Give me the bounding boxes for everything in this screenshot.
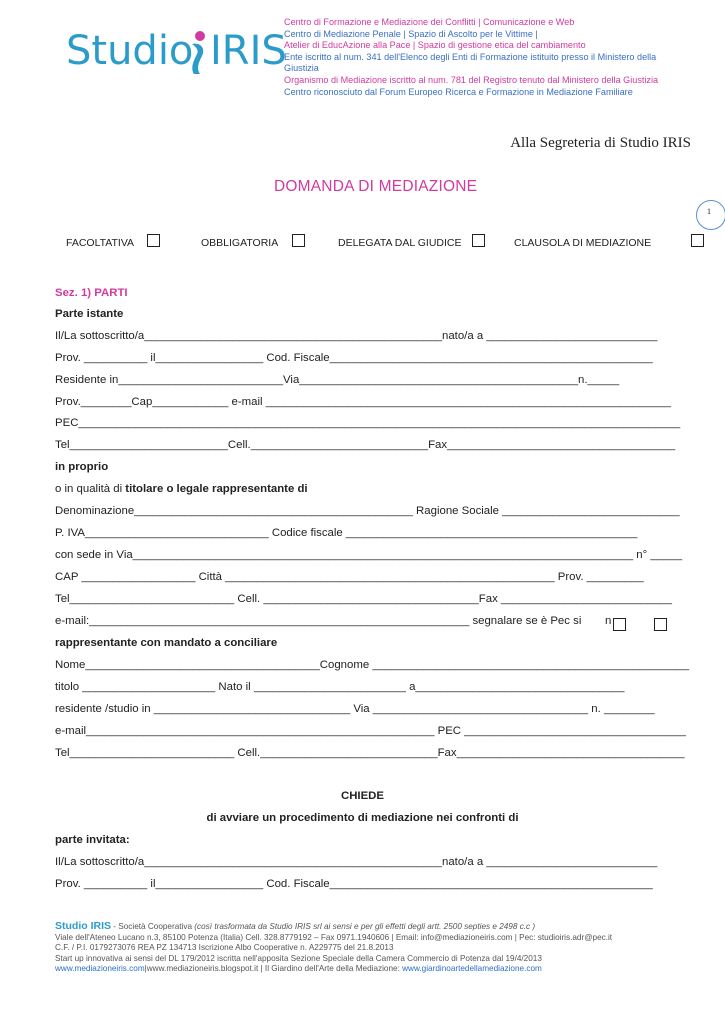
form-line-tel-cell-fax-3[interactable]: Tel__________________________ Cell.____________________________Fax____________________________________: [55, 747, 685, 759]
header-line: Ente iscritto al num. 341 dell'Elenco degli Enti di Formazione istituito presso il Ministero della: [284, 51, 657, 62]
footer-coop: - Società Cooperativa: [111, 922, 195, 931]
page-number: 1: [707, 207, 711, 216]
logo-studio-text: Studio: [66, 28, 194, 74]
header-line: Centro di Formazione e Mediazione dei Conflitti | Comunicazione e Web: [284, 17, 575, 27]
mandato-heading: rappresentante con mandato a conciliare: [55, 637, 278, 649]
footer-line-2: Viale dell'Ateneo Lucano n.3, 85100 Potenza (Italia) Cell. 328.8779192 – Fax 0971.1940606 | Email: info@mediazioneiris.com | Pec: studioiris.adr@pec.it: [55, 932, 613, 942]
mode-facoltativa-checkbox[interactable]: [147, 234, 160, 247]
logo-iris-text: IRIS: [210, 28, 287, 74]
footer-link-site[interactable]: www.mediazioneiris.com: [55, 964, 145, 974]
header-line: Atelier di EducAzione alla Pace | Spazio di gestione etica del cambiamento: [284, 40, 586, 51]
form-line-pec[interactable]: PEC_______________________________________________________________________________________________: [55, 417, 681, 429]
qualita-bold: titolare o legale rappresentante di: [125, 483, 308, 495]
header-line: Centro di Mediazione Penale | Spazio di Ascolto per le Vittime |: [284, 28, 538, 39]
footer: [55, 921, 612, 975]
form-line-residente[interactable]: Residente in__________________________Via____________________________________________n._____: [55, 374, 620, 386]
footer-line-5: [55, 964, 612, 975]
pec-no-checkbox[interactable]: [654, 618, 667, 631]
form-line-denominazione[interactable]: Denominazione____________________________________________ Ragione Sociale ____________________________: [55, 505, 680, 517]
pec-no-label: n: [605, 615, 612, 627]
header-line: Centro riconosciuto dal Forum Europeo Ricerca e Formazione in Mediazione Familiare: [284, 86, 633, 97]
form-line-email-pec[interactable]: e-mail:____________________________________________________________ segnalare se è Pec si: [55, 615, 582, 627]
footer-line-3: C.F. / P.I. 0179273076 REA PZ 134713 Iscrizione Albo Cooperative n. A229775 del 21.8.2013: [55, 943, 394, 953]
in-proprio-label: in proprio: [55, 461, 109, 473]
pec-si-checkbox[interactable]: [613, 618, 626, 631]
mode-clausola-checkbox[interactable]: [691, 234, 704, 247]
form-line-titolo-nato[interactable]: titolo _____________________ Nato il ________________________ a_________________________________: [55, 681, 625, 693]
form-line-prov-codfiscale[interactable]: Prov. __________ il_________________ Cod. Fiscale___________________________________________________: [55, 352, 653, 364]
section-title: Sez. 1) PARTI: [55, 287, 128, 299]
header-line: Giustizia: [284, 63, 319, 74]
mode-clausola-label: CLAUSOLA DI MEDIAZIONE: [514, 237, 652, 249]
form-line-prov-cap-email[interactable]: Prov.________Cap____________ e-mail ________________________________________________________________: [55, 396, 672, 408]
form-line-email-pec-2[interactable]: e-mail_______________________________________________________ PEC ___________________________________: [55, 725, 686, 737]
form-line-piva-codfiscale[interactable]: P. IVA_____________________________ Codice fiscale ______________________________________________: [55, 527, 638, 539]
header-info-lines: [284, 17, 658, 98]
form-line-sottoscritto[interactable]: Il/La sottoscritto/a_______________________________________________nato/a a ___________________________: [55, 330, 658, 342]
parte-istante-heading: Parte istante: [55, 308, 124, 320]
mode-delegata-checkbox[interactable]: [472, 234, 485, 247]
addressee: Alla Segreteria di Studio IRIS: [510, 135, 691, 151]
footer-link-giardino[interactable]: www.giardinoartedellamediazione.com: [402, 964, 542, 974]
mode-facoltativa-label: FACOLTATIVA: [66, 237, 135, 249]
footer-brand: Studio IRIS: [55, 920, 111, 932]
avviare-heading: di avviare un procedimento di mediazione nei confronti di: [206, 812, 519, 824]
form-line-nome-cognome[interactable]: Nome_____________________________________Cognome __________________________________________________: [55, 659, 690, 671]
iris-figure-logo-icon: [186, 30, 210, 76]
form-line-sede[interactable]: con sede in Via_______________________________________________________________________________ n° _____: [55, 549, 683, 561]
footer-coop-note: (così trasformata da Studio IRIS srl ai sensi e per gli effetti degli artt. 2500 septies e 2498 c.c ): [194, 922, 536, 931]
qualita-line: [55, 483, 308, 495]
chiede-heading: CHIEDE: [340, 790, 385, 802]
footer-links-middle: |www.mediazioneiris.blogspot.it | Il Giardino dell'Arte della Mediazione:: [144, 964, 403, 974]
footer-line-4: Start up innovativa ai sensi del DL 179/2012 iscritta nell'apposita Sezione Speciale della Camera Commercio di Potenza dal 19/4/2013: [55, 953, 542, 963]
mode-delegata-label: DELEGATA DAL GIUDICE: [338, 237, 462, 249]
form-line-tel-cell-fax-2[interactable]: Tel__________________________ Cell. __________________________________Fax ___________________________: [55, 593, 672, 605]
form-line-residente-studio[interactable]: residente /studio in _______________________________ Via __________________________________ n. ________: [55, 703, 655, 715]
document-title: DOMANDA DI MEDIAZIONE: [274, 178, 478, 195]
form-line-prov-codfiscale-invitata[interactable]: Prov. __________ il_________________ Cod. Fiscale___________________________________________________: [55, 878, 653, 890]
parte-invitata-heading: parte invitata:: [55, 834, 130, 846]
mode-obbligatoria-checkbox[interactable]: [292, 234, 305, 247]
mode-obbligatoria-label: OBBLIGATORIA: [201, 237, 279, 249]
form-line-tel-cell-fax[interactable]: Tel_________________________Cell.____________________________Fax____________________________________: [55, 439, 676, 451]
form-line-cap-citta-prov[interactable]: CAP __________________ Città ____________________________________________________ Prov. _________: [55, 571, 644, 583]
header-line: Organismo di Mediazione iscritto al num. 781 del Registro tenuto dal Ministero della Giustizia: [284, 74, 659, 85]
form-line-sottoscritto-invitata[interactable]: Il/La sottoscritto/a_______________________________________________nato/a a ___________________________: [55, 856, 658, 868]
footer-line-1: [55, 921, 612, 933]
qualita-prefix: o in qualità di: [55, 483, 126, 495]
